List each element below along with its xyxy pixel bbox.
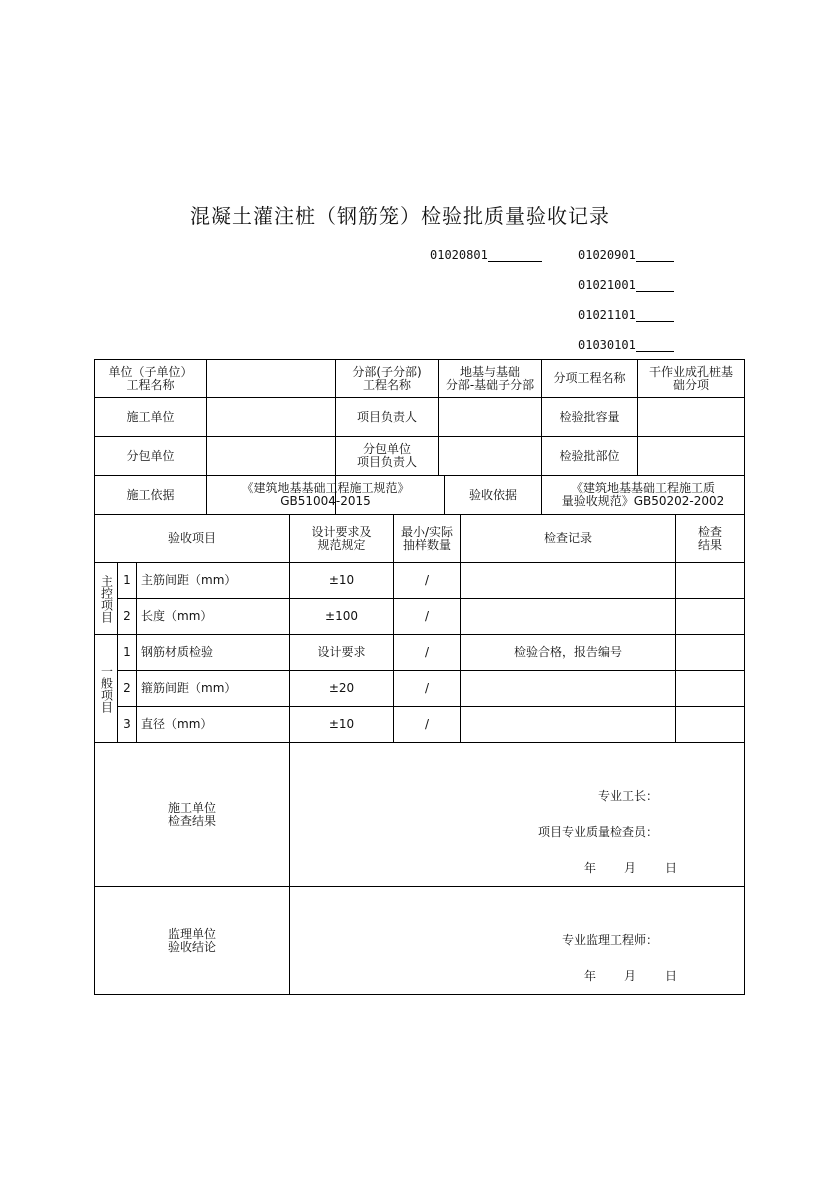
item-number: 2 — [123, 681, 131, 695]
sub-leader-label: 分包单位 项目负责人 — [356, 442, 417, 469]
project-leader-label: 项目负责人 — [356, 409, 417, 424]
foreman-signature-label: 专业工长： — [597, 788, 658, 803]
supervision-date-month: 月 — [623, 968, 636, 983]
supervision-engineer-label: 专业监理工程师： — [561, 932, 658, 947]
unit-project-name-label: 单位（子单位） 工程名称 — [108, 364, 193, 392]
check-date-year: 年 — [583, 860, 596, 875]
subitem-name-value: 干作业成孔桩基 础分项 — [648, 364, 733, 392]
item-design: ±20 — [328, 681, 355, 695]
batch-code-text: 01021001 — [578, 278, 636, 292]
batch-code-5 — [578, 338, 674, 352]
table-line — [94, 994, 745, 995]
batch-capacity-label: 检验批容量 — [559, 409, 620, 424]
batch-code-3 — [578, 278, 674, 292]
batch-code-4 — [578, 308, 674, 322]
column-header-design: 设计要求及 规范规定 — [311, 524, 372, 552]
item-name: 主筋间距（mm） — [141, 573, 237, 587]
item-sample: / — [424, 609, 430, 623]
item-name: 直径（mm） — [141, 717, 213, 731]
item-name: 钢筋材质检验 — [141, 645, 214, 659]
item-sample: / — [424, 645, 430, 659]
item-record: 检验合格，报告编号 — [513, 645, 622, 659]
division-name-value: 地基与基础 分部-基础子分部 — [445, 364, 535, 392]
batch-code-1 — [430, 248, 542, 262]
item-design: ±10 — [328, 573, 355, 587]
item-sample: / — [424, 717, 430, 731]
item-number: 1 — [123, 573, 131, 587]
main-control-group-label: 主控项目 — [99, 574, 114, 623]
check-date-month: 月 — [623, 860, 636, 875]
item-record — [461, 599, 675, 634]
column-header-result: 检查 结果 — [697, 524, 722, 552]
batch-location-label: 检验批部位 — [559, 448, 620, 463]
batch-code-text: 01020801 — [430, 248, 488, 262]
general-group-label: 一般项目 — [99, 664, 114, 713]
item-number: 2 — [123, 609, 131, 623]
table-line — [744, 359, 745, 995]
item-record — [461, 671, 675, 706]
page-title: 混凝土灌注桩（钢筋笼）检验批质量验收记录 — [190, 204, 610, 228]
check-date-day: 日 — [664, 860, 677, 875]
construction-check-label: 施工单位 检查结果 — [167, 800, 216, 828]
item-number: 3 — [123, 717, 131, 731]
batch-code-text: 01030101 — [578, 338, 636, 352]
unit-project-name-value — [207, 360, 335, 397]
item-name: 长度（mm） — [141, 609, 213, 623]
column-header-record: 检查记录 — [543, 531, 592, 545]
supervision-date-year: 年 — [583, 968, 596, 983]
item-record — [461, 563, 675, 598]
item-record — [461, 707, 675, 742]
quality-inspector-label: 项目专业质量检查员： — [537, 824, 658, 839]
batch-code-text: 01020901 — [578, 248, 636, 262]
item-design: ±10 — [328, 717, 355, 731]
subcontractor-label: 分包单位 — [126, 448, 175, 463]
batch-code-text: 01021101 — [578, 308, 636, 322]
subitem-name-label: 分项工程名称 — [553, 371, 626, 385]
constructor-label: 施工单位 — [126, 409, 175, 424]
item-number: 1 — [123, 645, 131, 659]
item-design: 设计要求 — [317, 645, 366, 659]
item-name: 箍筋间距（mm） — [141, 681, 237, 695]
batch-code-2 — [578, 248, 674, 262]
supervision-conclusion-label: 监理单位 验收结论 — [167, 926, 216, 954]
supervision-date-day: 日 — [664, 968, 677, 983]
column-header-item: 验收项目 — [167, 531, 216, 545]
item-sample: / — [424, 681, 430, 695]
item-design: ±100 — [325, 609, 358, 623]
acceptance-basis-label: 验收依据 — [468, 487, 517, 502]
item-sample: / — [424, 573, 430, 587]
column-header-sample: 最小/实际 抽样数量 — [400, 524, 454, 552]
construction-basis-value: 《建筑地基基础工程施工规范》 GB51004-2015 — [241, 481, 410, 508]
acceptance-basis-value: 《建筑地基基础工程施工质 量验收规范》GB50202-2002 — [561, 481, 725, 508]
division-name-label: 分部(子分部) 工程名称 — [352, 364, 422, 392]
construction-basis-label: 施工依据 — [126, 487, 175, 502]
